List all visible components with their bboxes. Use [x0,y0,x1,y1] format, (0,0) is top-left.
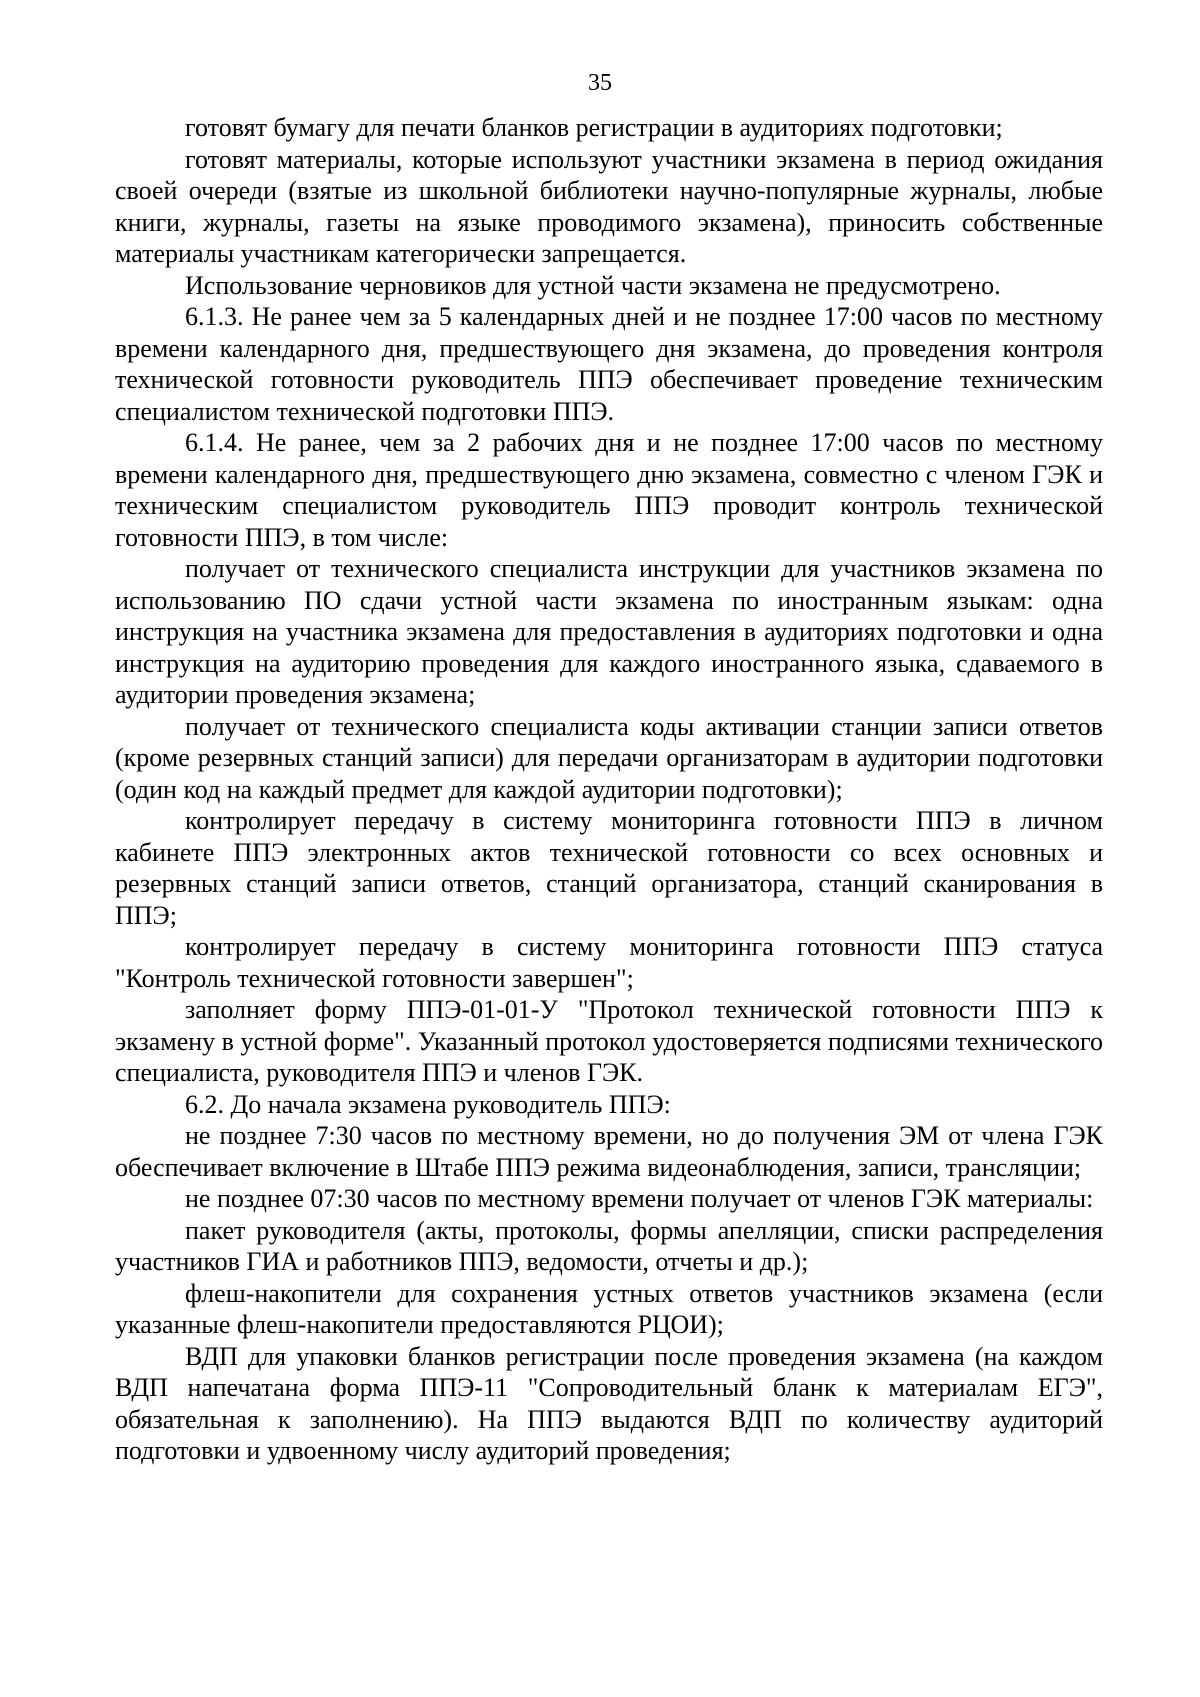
paragraph-video-surveillance: не позднее 7:30 часов по местному времени, но до получения ЭМ от члена ГЭК обеспечивает включение в Штабе ППЭ режима видеонаблюдения, записи, трансляции; [115,1121,1103,1182]
paragraph-receives-materials: не позднее 07:30 часов по местному времени получает от членов ГЭК материалы: [185,1184,1094,1213]
paragraph-prepare-materials: готовят материалы, которые используют участники экзамена в период ожидания своей очереди (взятые из школьной библиотеки научно-популярные журналы, любые книги, журналы, газеты на языке проводимого экзамена), приносить собственные материалы участникам категорически запрещается. [115,144,1103,268]
paragraph-protocol-form: заполняет форму ППЭ-01-01-У "Протокол технической готовности ППЭ к экзамену в устной форме". Указанный протокол удостоверяется подписями технического специалиста, руководителя ППЭ и членов ГЭК. [115,995,1103,1087]
paragraph-control-acts: контролирует передачу в систему мониторинга готовности ППЭ в личном кабинете ППЭ электронных актов технической готовности со всех основных и резервных станций записи ответов, станций организатора, станций сканирования в ППЭ; [115,806,1103,930]
paragraph-control-status: контролирует передачу в систему мониторинга готовности ППЭ статуса "Контроль технической готовности завершен"; [115,932,1103,993]
page-number: 35 [588,70,612,96]
paragraph-head-package: пакет руководителя (акты, протоколы, формы апелляции, списки распределения участников ГИА и работников ППЭ, ведомости, отчеты и др.); [115,1215,1103,1276]
paragraph-activation-codes: получает от технического специалиста коды активации станции записи ответов (кроме резервных станций записи) для передачи организаторам в аудитории подготовки (один код на каждый предмет для каждой аудитории подготовки); [115,711,1103,804]
paragraph-6-2: 6.2. До начала экзамена руководитель ППЭ: [185,1089,671,1119]
paragraph-drafts: Использование черновиков для устной части экзамена не предусмотрено. [185,270,1001,300]
paragraph-prepare-paper: готовят бумагу для печати бланков регистрации в аудиториях подготовки; [185,113,1003,142]
paragraph-flash-drives: флеш-накопители для сохранения устных ответов участников экзамена (если указанные флеш-накопители предоставляются РЦОИ); [115,1278,1103,1339]
paragraph-instructions: получает от технического специалиста инструкции для участников экзамена по использованию ПО сдачи устной части экзамена по иностранным языкам: одна инструкция на участника экзамена для предоставления в аудиториях подготовки и одна инструкция на аудиторию проведения для каждого иностранного языка, сдаваемого в аудитории проведения экзамена; [115,554,1103,709]
document-body [115,112,1103,1467]
paragraph-6-1-4: 6.1.4. Не ранее, чем за 2 рабочих дня и не позднее 17:00 часов по местному времени календарного дня, предшествующего дню экзамена, совместно с членом ГЭК и техническим специалистом руководитель ППЭ проводит контроль технической готовности ППЭ, в том числе: [115,428,1103,552]
paragraph-vdp: ВДП для упаковки бланков регистрации после проведения экзамена (на каждом ВДП напечатана форма ППЭ-11 "Сопроводительный бланк к материалам ЕГЭ", обязательная к заполнению). На ППЭ выдаются ВДП по количеству аудиторий подготовки и удвоенному числу аудиторий проведения; [115,1341,1103,1465]
paragraph-6-1-3: 6.1.3. Не ранее чем за 5 календарных дней и не позднее 17:00 часов по местному времени календарного дня, предшествующего дня экзамена, до проведения контроля технической готовности руководитель ППЭ обеспечивает проведение техническим специалистом технической подготовки ППЭ. [115,302,1103,426]
